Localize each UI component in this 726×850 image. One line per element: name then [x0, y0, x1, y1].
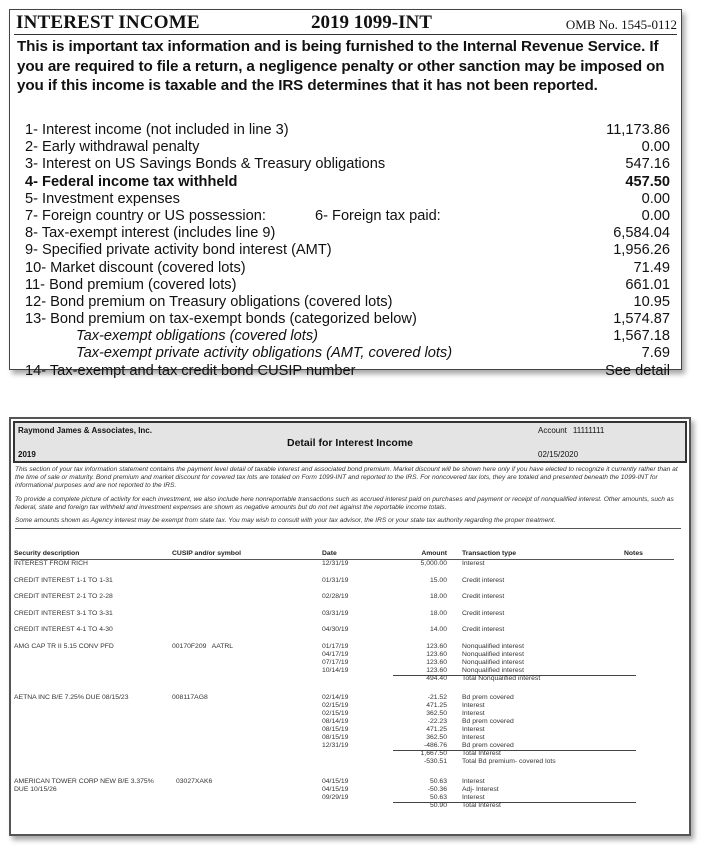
- table-row: [14, 694, 674, 702]
- row-date: 02/15/19: [322, 701, 349, 709]
- line-value: 1,567.18: [613, 328, 670, 345]
- line-value: 0.00: [641, 190, 670, 207]
- line-label: 1- Interest income (not included in line 3): [25, 122, 289, 138]
- note-paragraph: This section of your tax information statement contains the payment level detail of taxable interest and associated bond premium. Market discount will be shown here only if you have elected to recognize it currently rather than at the time of sale or maturity. Bond premium and market discount for covered tax lots are totaled on Form 1099-INT and reported to the IRS. For noncovered tax lots, they are totaled and presented beneath the 1099-INT for informational purposes and are not reported to the IRS.: [15, 466, 678, 490]
- row-type: Adj- Interest: [462, 785, 499, 793]
- row-amount: 123.60: [426, 658, 447, 666]
- row-date: 09/29/19: [322, 793, 349, 801]
- form-title: INTEREST INCOME: [16, 12, 200, 33]
- row-type: Bd prem covered: [462, 742, 514, 750]
- col-header-type: Transaction type: [462, 550, 517, 557]
- security-description: AMG CAP TR II 5.15 CONV PFD: [14, 642, 114, 650]
- security-group: [14, 626, 674, 643]
- form-line: [25, 260, 670, 277]
- security-cusip: 03027XAK6: [176, 777, 213, 785]
- row-type: Credit interest: [462, 576, 505, 584]
- form-lines: [25, 122, 670, 380]
- form-id: 2019 1099-INT: [311, 12, 432, 33]
- row-date: 01/17/19: [322, 642, 349, 650]
- row-date: 03/31/19: [322, 609, 349, 617]
- security-group: [14, 778, 674, 818]
- security-group: [14, 694, 674, 778]
- total-amount: 494.40: [426, 674, 447, 682]
- total-amount: -530.51: [423, 758, 447, 766]
- table-row: [14, 710, 674, 718]
- line-label: Tax-exempt obligations (covered lots): [76, 328, 318, 345]
- table-row: [14, 610, 674, 618]
- detail-title: Detail for Interest Income: [286, 437, 414, 449]
- row-date: 04/15/19: [322, 785, 349, 793]
- line-label: 5- Investment expenses: [25, 190, 180, 207]
- form-header: [14, 10, 677, 35]
- note-paragraph: Some amounts shown as Agency interest may be exempt from state tax. You may wish to consult with your tax advisor, the IRS or your state tax authority regarding the proper treatment.: [15, 517, 681, 529]
- row-amount: 471.25: [426, 725, 447, 733]
- line-value: 7.69: [641, 345, 670, 362]
- tax-year: 2019: [18, 450, 36, 459]
- detail-notes: [15, 466, 681, 529]
- row-amount: 18.00: [429, 609, 447, 617]
- row-date: 02/14/19: [322, 693, 349, 701]
- row-date: 04/17/19: [322, 650, 349, 658]
- row-date: 04/15/19: [322, 777, 349, 785]
- row-type: Interest: [462, 793, 485, 801]
- account-number: 11111111: [572, 426, 605, 435]
- form-line: [25, 139, 670, 156]
- table-row: [14, 643, 674, 651]
- line-value: 1,574.87: [613, 311, 670, 328]
- row-date: 08/14/19: [322, 717, 349, 725]
- total-type: Total Interest: [462, 801, 501, 809]
- firm-name: Raymond James & Associates, Inc.: [18, 426, 152, 435]
- row-date: 10/14/19: [322, 666, 349, 674]
- table-row: [14, 651, 674, 659]
- table-row: [14, 726, 674, 734]
- row-amount: 15.00: [429, 576, 447, 584]
- security-description: INTEREST FROM RICH: [14, 560, 88, 567]
- line-label: 9- Specified private activity bond interest (AMT): [25, 242, 332, 259]
- statement-date: 02/15/2020: [538, 450, 579, 459]
- note-paragraph: To provide a complete picture of activity for each investment, we also include here nonreportable transactions such as accrued interest paid on purchases and payment or receipt of nonqualified interest. Other amounts, such as federal, state and foreign tax withheld and investment expenses are shown as negative amounts but do not net against the reportable income totals.: [15, 495, 674, 511]
- security-description: AMERICAN TOWER CORP NEW B/E 3.375%: [14, 777, 154, 785]
- row-amount: 50.63: [429, 793, 447, 801]
- row-amount: 50.63: [429, 777, 447, 785]
- row-type: Nonqualified interest: [462, 642, 524, 650]
- row-date: 02/28/19: [322, 593, 349, 600]
- line-value: 71.49: [633, 259, 670, 276]
- table-row: [14, 734, 674, 742]
- col-header-notes: Notes: [624, 550, 643, 557]
- table-row: [14, 626, 674, 634]
- table-row: [14, 667, 674, 675]
- line-value: See detail: [605, 362, 670, 379]
- row-type: Nonqualified interest: [462, 658, 524, 666]
- table-header: [14, 550, 674, 560]
- row-type: Credit interest: [462, 609, 505, 617]
- row-amount: 362.50: [426, 709, 447, 717]
- line-label: 4- Federal income tax withheld: [25, 173, 238, 190]
- col-header-cusip: CUSIP and/or symbol: [172, 550, 241, 557]
- table-row: [14, 577, 674, 585]
- line-value: 6,584.04: [613, 225, 670, 242]
- row-amount: 123.60: [426, 642, 447, 650]
- security-description: CREDIT INTEREST 3-1 TO 3-31: [14, 609, 113, 617]
- form-line: [25, 294, 670, 311]
- row-date: 08/15/19: [322, 733, 349, 741]
- row-type: Credit interest: [462, 626, 505, 633]
- row-amount: 362.50: [426, 733, 447, 741]
- security-group: [14, 643, 674, 694]
- interest-detail-statement: [9, 417, 691, 836]
- form-1099-int: [9, 9, 682, 379]
- detail-header: [13, 421, 687, 463]
- line-label: 2- Early withdrawal penalty: [25, 139, 200, 156]
- col-header-date: Date: [322, 550, 337, 557]
- line-label: 14- Tax-exempt and tax credit bond CUSIP number: [25, 362, 356, 379]
- form-line: [25, 208, 670, 225]
- line-value: 661.01: [625, 276, 670, 293]
- table-row: [14, 778, 674, 786]
- form-line: [25, 363, 670, 380]
- security-description: CREDIT INTEREST 2-1 TO 2-28: [14, 593, 113, 600]
- line-label: 12- Bond premium on Treasury obligations (covered lots): [25, 293, 393, 310]
- line-value: 0.00: [641, 207, 670, 224]
- line-label: 13- Bond premium on tax-exempt bonds (categorized below): [25, 311, 417, 328]
- row-amount: -22.23: [427, 717, 447, 725]
- security-cusip: 00170F209 AATRL: [172, 642, 234, 650]
- row-type: Bd prem covered: [462, 717, 514, 725]
- row-amount: 18.00: [429, 593, 447, 600]
- row-type: Interest: [462, 701, 485, 709]
- form-line: [25, 191, 670, 208]
- omb-number: OMB No. 1545-0112: [565, 17, 677, 32]
- row-type: Nonqualified interest: [462, 650, 524, 658]
- table-row: [14, 593, 674, 601]
- line-label: 8- Tax-exempt interest (includes line 9): [25, 225, 276, 242]
- line-label: 11- Bond premium (covered lots): [25, 276, 237, 293]
- security-description: CREDIT INTEREST 1-1 TO 1-31: [14, 576, 113, 584]
- table-row: [14, 742, 674, 750]
- form-line: [25, 242, 670, 259]
- form-line: [25, 311, 670, 328]
- line-value: 547.16: [625, 156, 670, 173]
- line-value: 1,956.26: [613, 242, 670, 259]
- row-type: Interest: [462, 777, 485, 785]
- row-date: 07/17/19: [322, 658, 349, 666]
- total-amount: 1,667.50: [420, 750, 447, 758]
- row-amount: -50.36: [427, 785, 447, 793]
- row-type: Interest: [462, 560, 485, 567]
- row-type: Interest: [462, 709, 485, 717]
- total-amount: 50.90: [429, 801, 447, 809]
- row-date: 04/30/19: [322, 626, 349, 633]
- row-amount: -486.76: [423, 742, 447, 750]
- form-line: [25, 277, 670, 294]
- line-value: 10.95: [633, 293, 670, 310]
- table-row: [14, 794, 674, 802]
- line-label: 10- Market discount (covered lots): [25, 259, 246, 276]
- line-label-secondary: 6- Foreign tax paid:: [315, 207, 441, 224]
- line-label: Tax-exempt private activity obligations (AMT, covered lots): [76, 345, 453, 362]
- form-line: [25, 122, 670, 139]
- col-header-description: Security description: [14, 550, 80, 557]
- total-row: [14, 675, 674, 683]
- row-date: 01/31/19: [322, 576, 349, 584]
- line-value: 457.50: [625, 173, 670, 190]
- total-type: Total Bd premium- covered lots: [462, 758, 556, 766]
- account-label: Account: [538, 426, 567, 435]
- row-amount: 123.60: [426, 666, 447, 674]
- table-row: [14, 560, 674, 568]
- row-amount: 5,000.00: [420, 560, 447, 567]
- table-row: [14, 718, 674, 726]
- row-amount: 471.25: [426, 701, 447, 709]
- security-description: AETNA INC B/E 7.25% DUE 08/15/23: [14, 693, 129, 701]
- security-group: [14, 577, 674, 594]
- row-type: Credit interest: [462, 593, 505, 600]
- line-value: 11,173.86: [606, 122, 670, 138]
- form-subline: [25, 328, 670, 345]
- row-amount: -21.52: [427, 693, 447, 701]
- table-row: [14, 659, 674, 667]
- form-line-federal-withheld: [25, 174, 670, 191]
- row-type: Bd prem covered: [462, 693, 514, 701]
- row-date: 08/15/19: [322, 725, 349, 733]
- line-value: 0.00: [641, 139, 670, 156]
- irs-notice: This is important tax information and is being furnished to the Internal Revenue Service. If you are required to file a return, a negligence penalty or other sanction may be imposed on you if this income is taxable and the IRS determines that it has not been reported.: [17, 38, 665, 94]
- security-description-cont: DUE 10/15/26: [14, 785, 57, 793]
- account-info: [538, 426, 604, 435]
- row-type: Nonqualified interest: [462, 666, 524, 674]
- row-type: Interest: [462, 733, 485, 741]
- line-label: 3- Interest on US Savings Bonds & Treasury obligations: [25, 156, 386, 173]
- row-amount: 123.60: [426, 650, 447, 658]
- security-description: CREDIT INTEREST 4-1 TO 4-30: [14, 626, 113, 633]
- table-row: [14, 702, 674, 710]
- row-type: Interest: [462, 725, 485, 733]
- security-group: [14, 610, 674, 627]
- row-amount: 14.00: [429, 626, 447, 633]
- form-line: [25, 156, 670, 173]
- form-subline: [25, 345, 670, 362]
- security-cusip: 008117AG8: [172, 693, 208, 701]
- total-type: Total Interest: [462, 750, 501, 758]
- total-type: Total Nonqualified interest: [462, 674, 541, 682]
- total-row: [14, 750, 674, 758]
- table-row: [14, 786, 674, 794]
- security-group: [14, 560, 674, 577]
- row-date: 12/31/19: [322, 560, 349, 567]
- interest-detail-table: [14, 550, 674, 818]
- row-date: 12/31/19: [322, 742, 349, 750]
- row-date: 02/15/19: [322, 709, 349, 717]
- line-label: 7- Foreign country or US possession:: [25, 207, 266, 224]
- security-group: [14, 593, 674, 610]
- col-header-amount: Amount: [421, 550, 447, 557]
- total-row: [14, 758, 674, 766]
- form-line: [25, 225, 670, 242]
- total-row: [14, 802, 674, 810]
